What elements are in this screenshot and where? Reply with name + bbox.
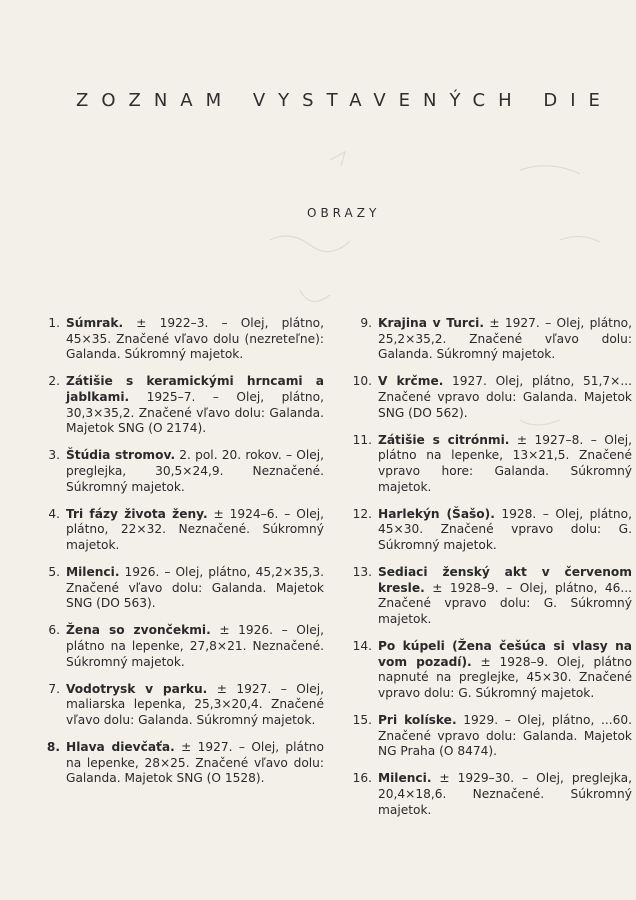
catalog-entry [40, 740, 324, 787]
entry-number: 10. [352, 374, 372, 389]
entry-description: ± 1924–6. – Olej, plátno, 22×32. Neznačené. Súkromný majetok. [66, 506, 324, 552]
catalog-entry [40, 623, 324, 670]
entry-title: Súmrak. [66, 316, 124, 330]
catalog-entry [352, 565, 632, 627]
entry-description: 2. pol. 20. rokov. – Olej, preglejka, 30,5×24,9. Neznačené. Súkromný majetok. [66, 448, 324, 494]
entry-number: 1. [48, 316, 60, 330]
catalog-entry [352, 433, 632, 495]
entry-title: Milenci. [378, 771, 432, 786]
entry-description: ± 1926. – Olej, plátno na lepenke, 27,8×21. Neznačené. Súkromný majetok. [66, 623, 324, 669]
catalog-entry [40, 565, 324, 612]
entry-description: ± 1928–9. Olej, plátno napnuté na preglejke, 45×30. Značené vpravo dolu: G. Súkromný majetok. [378, 654, 633, 700]
catalog-entry [40, 507, 324, 554]
catalog-entry [352, 507, 632, 554]
entry-title: Žena so zvončekmi. [66, 623, 211, 638]
page-heading: ZOZNAM VYSTAVENÝCH DIE [76, 90, 613, 111]
entry-number: 12. [352, 506, 372, 521]
section-heading: OBRAZY [307, 206, 381, 220]
catalog-entry [352, 771, 632, 818]
entry-title: V krčme. [378, 374, 444, 389]
left-column [40, 316, 324, 799]
catalog-entry [352, 316, 632, 363]
entry-description: ± 1927. – Olej, plátno, 25,2×35,2. Značené vľavo dolu: Galanda. Súkromný majetok. [378, 316, 632, 362]
entry-title: Pri kolíske. [378, 713, 457, 728]
entry-number: 15. [352, 713, 372, 728]
catalog-entry [40, 316, 324, 363]
entry-title: Hlava dievčaťa. [66, 740, 175, 755]
entry-number: 11. [352, 432, 372, 447]
catalog-entry [40, 682, 324, 729]
catalog-entry [40, 448, 324, 495]
entry-description: ± 1927–8. – Olej, plátno na lepenke, 13×21,5. Značené vpravo hore: Galanda. Súkromný majetok. [378, 432, 632, 494]
entry-description: ± 1922–3. – Olej, plátno, 45×35. Značené vľavo dolu (nezreteľne): Galanda. Súkromný majetok. [66, 316, 324, 362]
catalog-entry [352, 713, 632, 760]
entry-number: 9. [360, 316, 372, 330]
entry-description: 1927. Olej, plátno, 51,7×... Značené vpravo dolu: Galanda. Majetok SNG (DO 562). [378, 374, 632, 420]
entry-description: 1926. – Olej, plátno, 45,2×35,3. Značené vľavo dolu: Galanda. Majetok SNG (DO 563). [66, 565, 324, 611]
entry-title: Štúdia stromov. [66, 448, 176, 463]
entry-title: Vodotrysk v parku. [66, 681, 208, 696]
entry-title: Zátišie s citrónmi. [378, 432, 510, 447]
entry-description: ± 1927. – Olej, plátno na lepenke, 28×25. Značené vľavo dolu: Galanda. Majetok SNG (O 1528). [66, 740, 324, 786]
entry-title: Zátišie s keramickými hrncami a jablkami. [66, 374, 324, 404]
entry-title: Milenci. [66, 565, 120, 580]
entry-number: 2. [48, 374, 60, 389]
entry-title: Krajina v Turci. [378, 316, 484, 330]
entry-title: Po kúpeli (Žena češúca si vlasy na vom pozadí). [378, 639, 632, 669]
entry-description: 1925–7. – Olej, plátno, 30,3×35,2. Značené vľavo dolu: Galanda. Majetok SNG (O 2174). [66, 389, 324, 436]
entry-description: 1928. – Olej, plátno, 45×30. Značené vpravo dolu: G. Súkromný majetok. [378, 506, 632, 552]
catalog-entry [352, 639, 632, 701]
entry-number: 8. [46, 740, 60, 755]
entry-number: 13. [352, 565, 372, 580]
entry-title: Harlekýn (Šašo). [378, 506, 495, 521]
entry-description: ± 1927. – Olej, maliarska lepenka, 25,3×20,4. Značené vľavo dolu: Galanda. Súkromný majetok. [66, 681, 324, 728]
entry-number: 3. [48, 448, 60, 463]
entry-description: ± 1929–30. – Olej, preglejka, 20,4×18,6. Neznačené. Súkromný majetok. [378, 771, 632, 817]
entry-number: 4. [48, 506, 60, 521]
catalog-entry [352, 374, 632, 421]
entry-number: 7. [48, 681, 60, 696]
right-column [352, 316, 632, 830]
entry-title: Tri fázy života ženy. [66, 506, 208, 521]
entry-number: 16. [352, 771, 372, 786]
entry-title: Sediaci ženský akt v červenom kresle. [378, 565, 632, 595]
entry-description: 1929. – Olej, plátno, ...60. Značené vpravo dolu: Galanda. Majetok NG Praha (O 8474). [378, 713, 632, 759]
entry-number: 14. [352, 639, 372, 654]
catalog-entry [40, 374, 324, 436]
entry-description: ± 1928–9. – Olej, plátno, 46... Značené vpravo dolu: G. Súkromný majetok. [378, 580, 632, 626]
entry-number: 5. [48, 565, 60, 580]
entry-number: 6. [48, 623, 60, 638]
